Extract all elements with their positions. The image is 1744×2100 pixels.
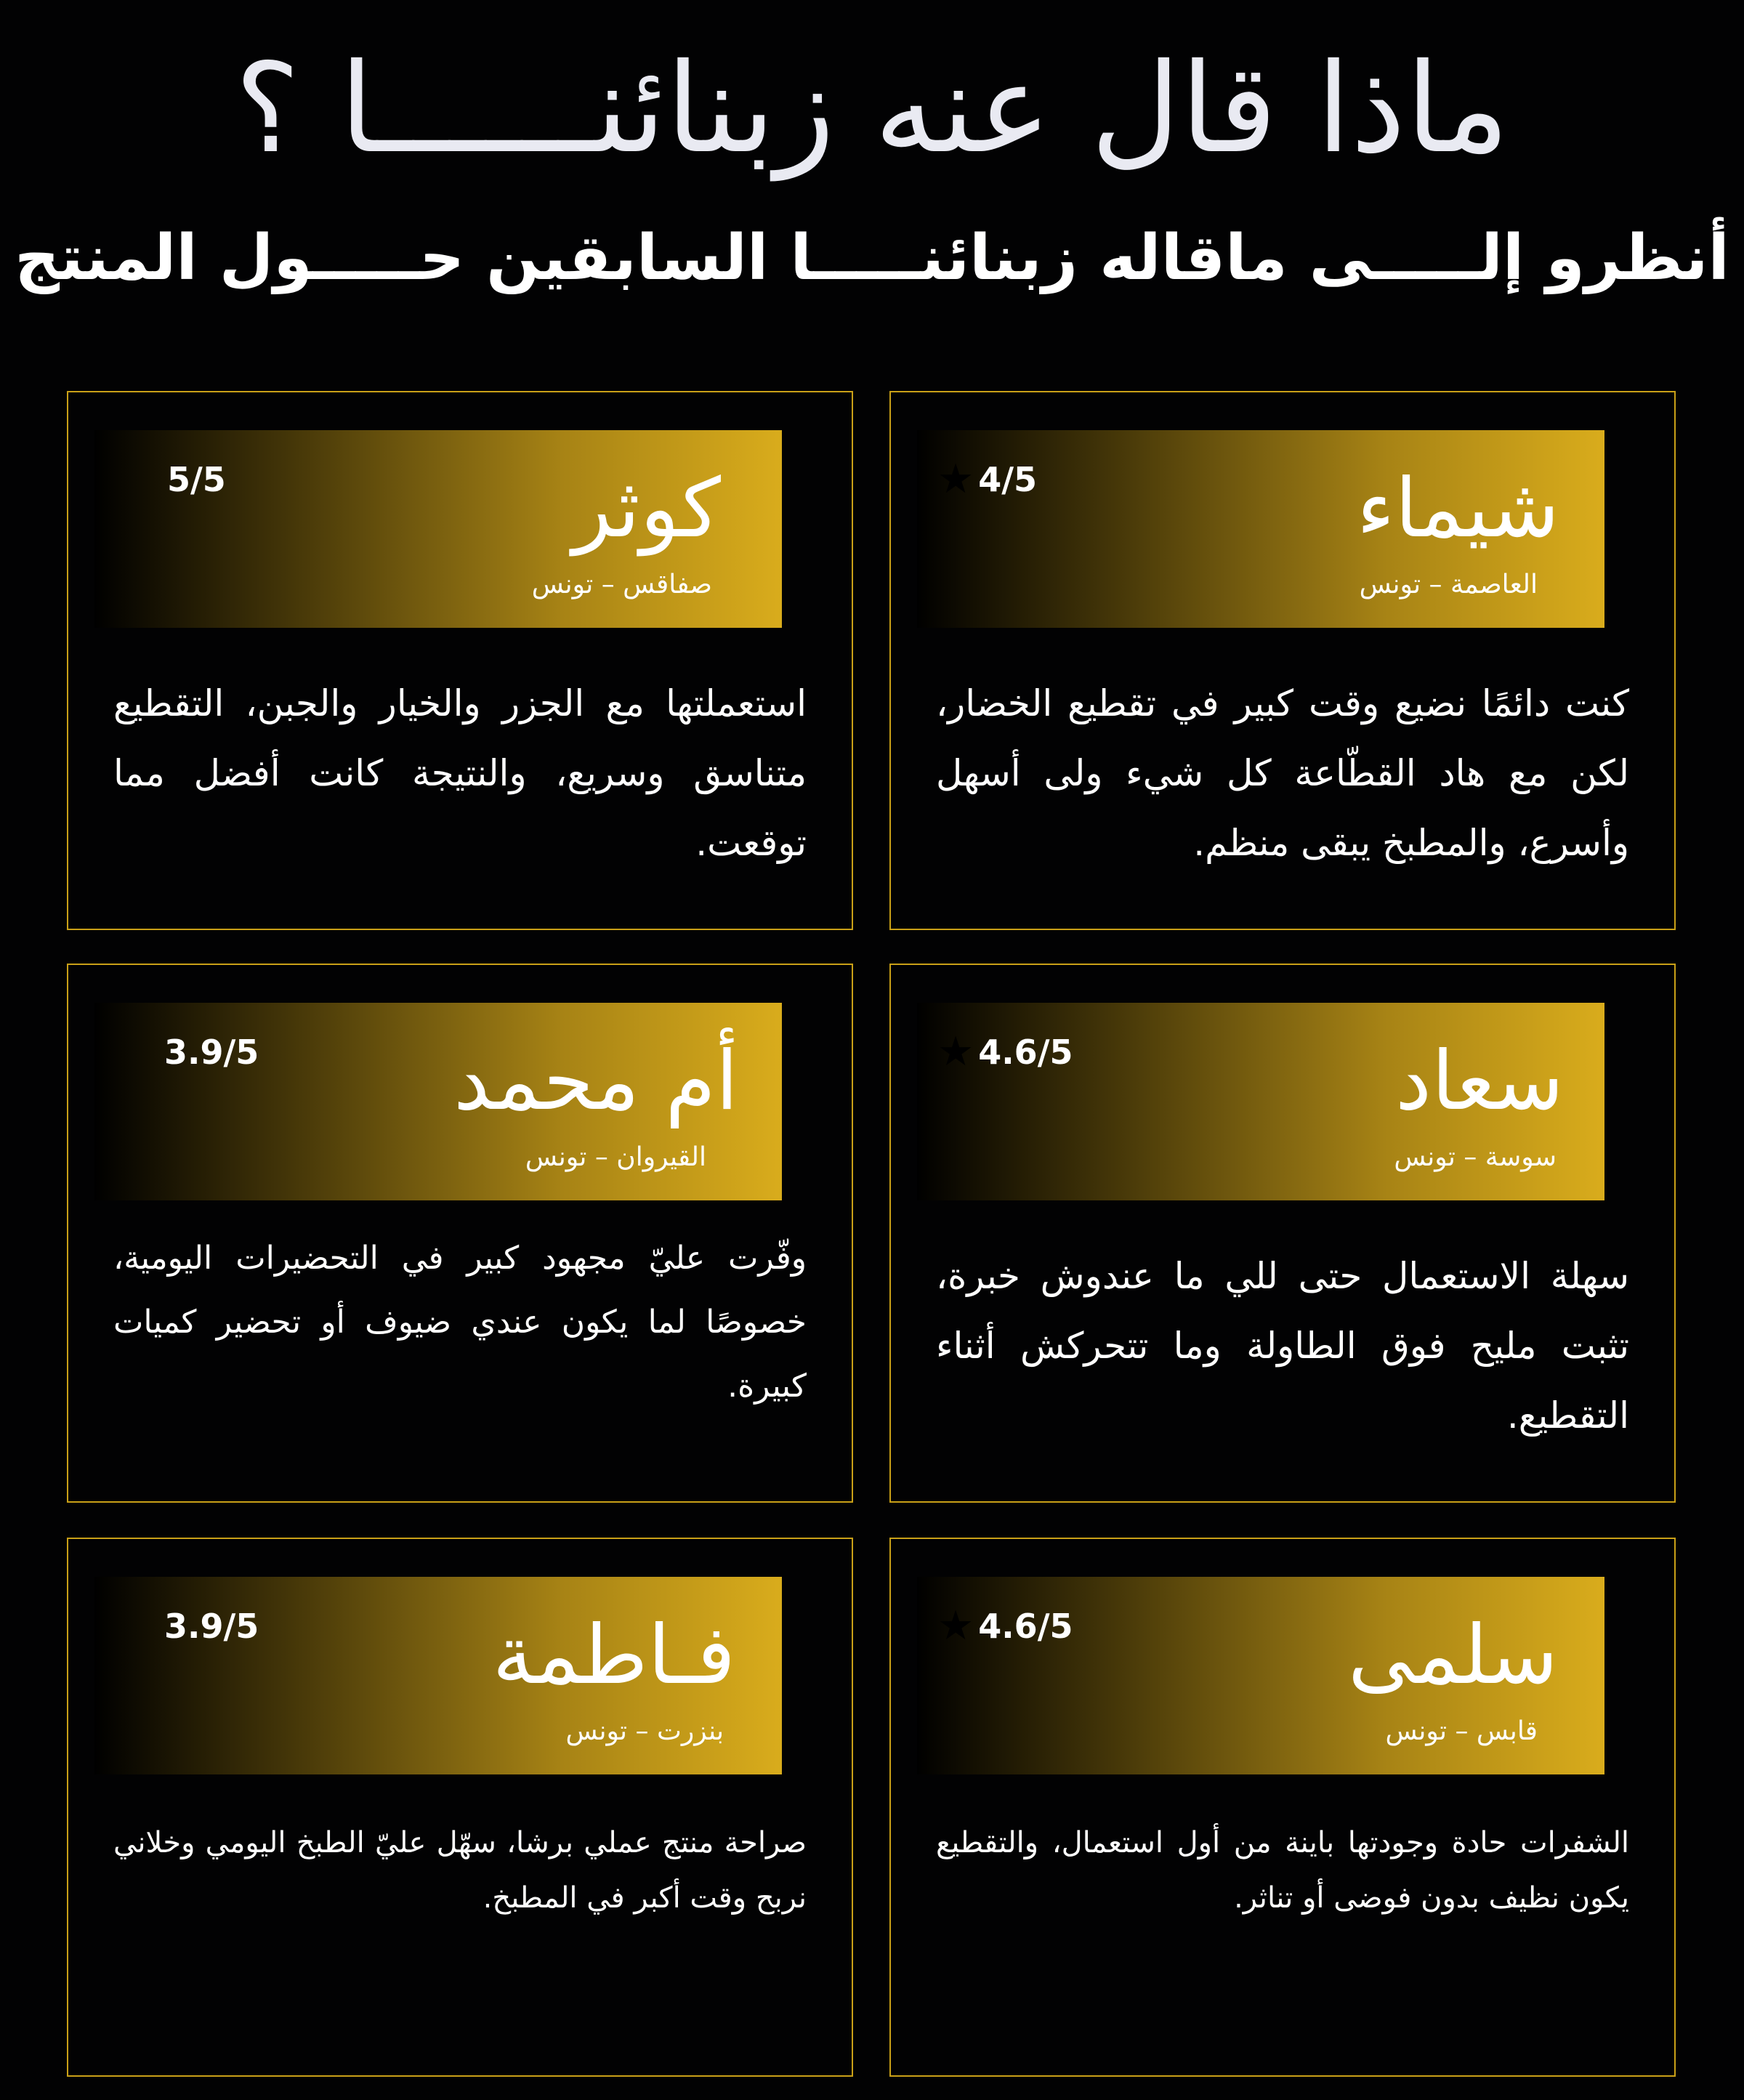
star-icon: ★ — [937, 1028, 974, 1075]
reviewer-banner — [94, 430, 782, 628]
rating-value: 4.6/5 — [978, 1607, 1073, 1646]
review-text: كنت دائمًا نضيع وقت كبير في تقطيع الخضار، لكن مع هاد القطّاعة كل شيء ولى أسهل وأسرع، والمطبخ يبقى منظم. — [936, 682, 1629, 864]
review-card-fatma — [67, 1538, 853, 2077]
reviewer-name: كوثر — [572, 461, 721, 556]
review-card-shaimaa — [889, 391, 1676, 930]
review-text: صراحة منتج عملي برشا، سهّل عليّ الطبخ اليومي وخلاني نربح وقت أكبر في المطبخ. — [113, 1826, 807, 1915]
review-text: الشفرات حادة وجودتها باينة من أول استعمال، والتقطيع يكون نظيف بدون فوضى أو تناثر. — [936, 1826, 1629, 1915]
reviewer-name: شيماء — [1356, 461, 1559, 556]
star-icon: ★ — [937, 456, 974, 503]
rating-value: 3.9/5 — [164, 1033, 259, 1072]
review-card-salma — [889, 1538, 1676, 2077]
review-text: سهلة الاستعمال حتى للي ما عندوش خبرة، تثبت مليح فوق الطاولة وما تتحركش أثناء التقطيع. — [936, 1255, 1629, 1437]
rating — [937, 1030, 1073, 1074]
rating-value: 4/5 — [978, 460, 1038, 499]
reviewer-location: سوسة – تونس — [1394, 1142, 1557, 1172]
rating — [937, 458, 1037, 501]
review-card-om-mohamed — [67, 964, 853, 1503]
star-icon: ★ — [937, 1602, 974, 1649]
rating-value: 3.9/5 — [164, 1607, 259, 1646]
page-title: ماذا قال عنه زبنائنــــــا ؟ — [234, 37, 1510, 181]
rating-value: 5/5 — [167, 460, 226, 499]
reviewer-location: قابس – تونس — [1385, 1716, 1538, 1746]
reviewer-location: القيروان – تونس — [525, 1142, 706, 1172]
rating — [937, 1604, 1073, 1648]
review-text: استعملتها مع الجزر والخيار والجبن، التقطيع متناسق وسريع، والنتيجة كانت أفضل مما توقعت. — [113, 682, 807, 864]
reviewer-banner — [917, 1003, 1604, 1200]
reviewer-banner — [94, 1577, 782, 1774]
reviewer-name: سلمى — [1347, 1608, 1558, 1703]
reviewer-name: أم محمد — [453, 1034, 738, 1128]
review-card-souad — [889, 964, 1676, 1503]
reviewer-location: صفاقس – تونس — [531, 570, 712, 599]
reviewer-location: العاصمة – تونس — [1359, 570, 1538, 599]
reviewer-location: بنزرت – تونس — [565, 1716, 724, 1746]
rating-value: 4.6/5 — [978, 1033, 1073, 1072]
review-card-kawthar — [67, 391, 853, 930]
review-text: وفّرت عليّ مجهود كبير في التحضيرات اليومية، خصوصًا لما يكون عندي ضيوف أو تحضير كميات كبيرة. — [113, 1240, 807, 1405]
page-subtitle: أنظرو إلـــــى ماقاله زبنائنـــــا السابقين حـــــول المنتج — [15, 222, 1729, 294]
reviewer-banner — [917, 1577, 1604, 1774]
reviewer-name: فـاطمة — [492, 1608, 735, 1703]
reviewer-banner — [917, 430, 1604, 628]
rating — [164, 1030, 259, 1074]
reviewer-banner — [94, 1003, 782, 1200]
rating — [167, 458, 226, 501]
reviewer-name: سعاد — [1395, 1034, 1564, 1128]
rating — [164, 1604, 259, 1648]
